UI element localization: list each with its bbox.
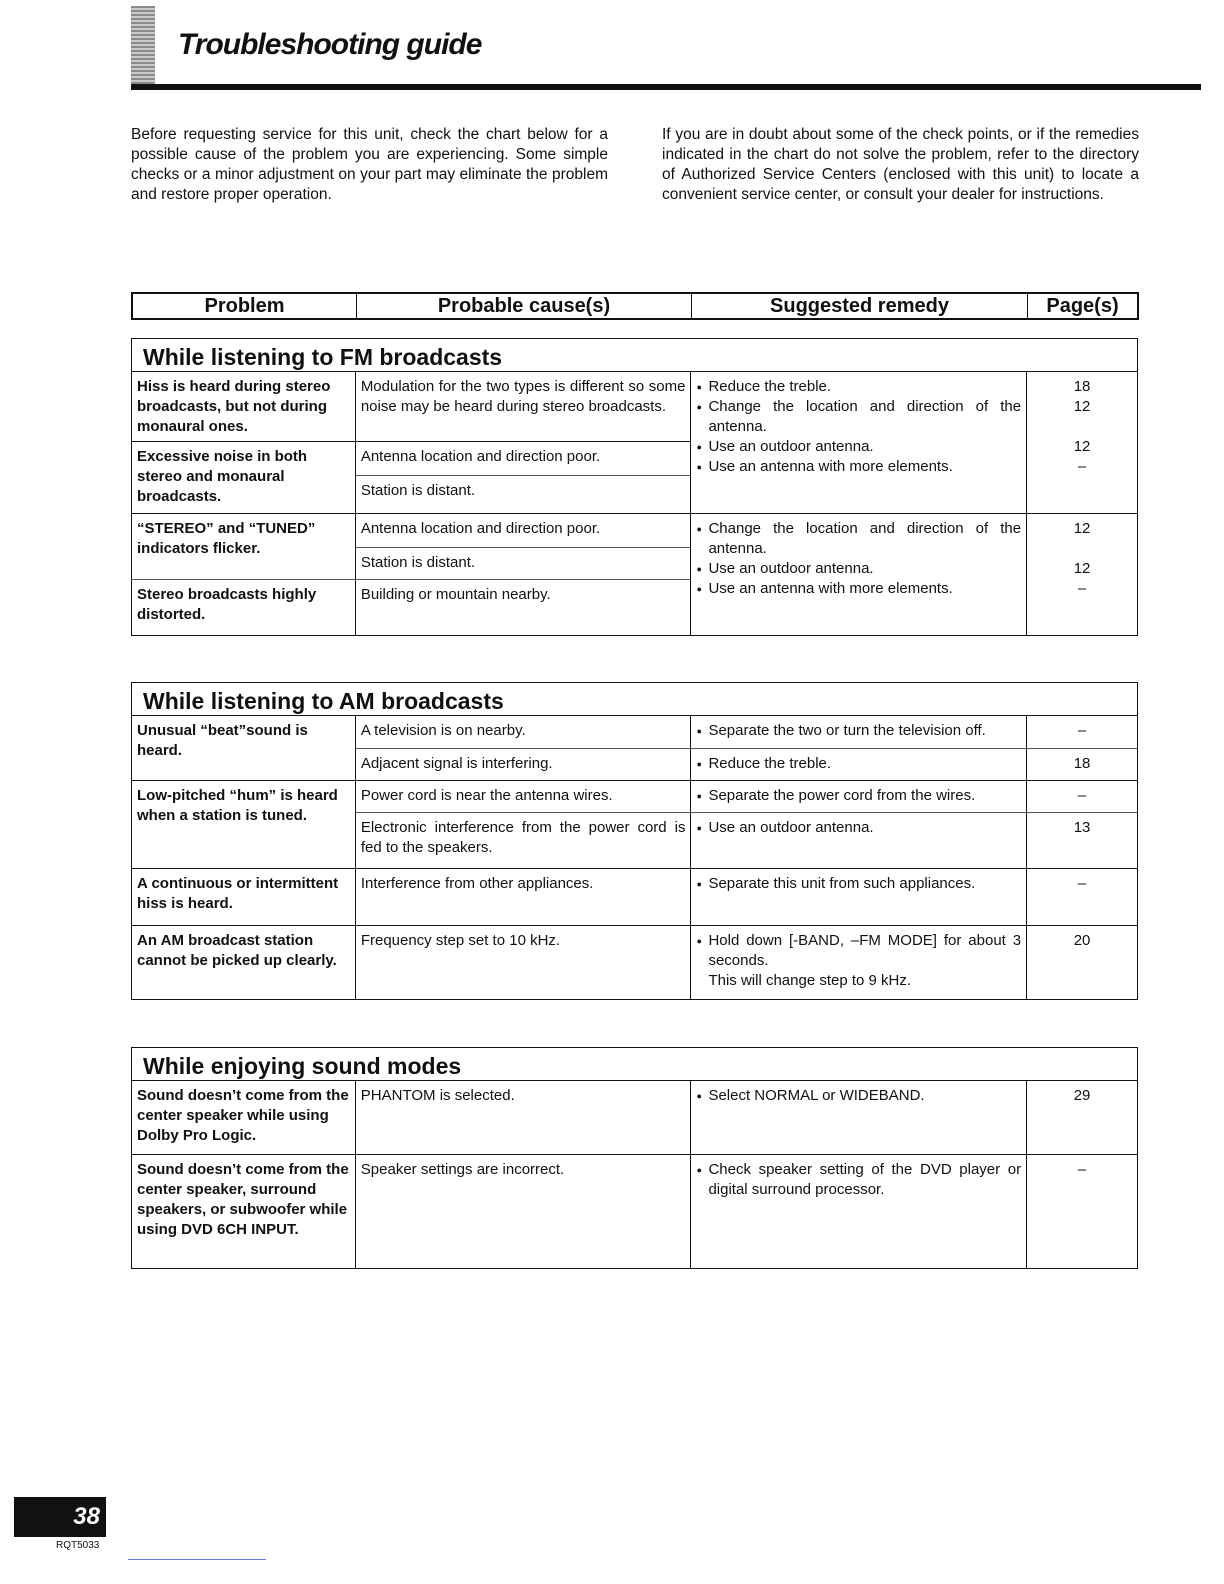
header-pages: Page(s) [1027, 294, 1137, 318]
am-cause-5: Interference from other appliances. [355, 869, 691, 926]
sound-remedy-2: ● Check speaker setting of the DVD player or digital surround processor. [696, 1160, 1021, 1200]
fm-page-4: – [1077, 458, 1087, 475]
fm-cause-1: Modulation for the two types is different so some noise may be heard during stereo broadcasts. [355, 372, 691, 442]
fm-cause-6: Building or mountain nearby. [355, 580, 691, 636]
intro-left: Before requesting service for this unit, check the chart below for a possible cause of the problem you are experiencing. Some simple checks or a minor adjustment on your part may eliminate the problem and restore proper operation. [131, 126, 608, 203]
page-title: Troubleshooting guide [178, 28, 482, 61]
fm-section-title: While listening to FM broadcasts [132, 339, 1138, 372]
fm-problem-1: Hiss is heard during stereo broadcasts, but not during monaural ones. [132, 372, 356, 442]
fm-page-3: 12 [1073, 438, 1091, 455]
fm-remedy-4: ● Use an antenna with more elements. [696, 457, 1021, 477]
intro-right: If you are in doubt about some of the check points, or if the remedies indicated in the chart do not solve the problem, refer to the directory of Authorized Service Centers (enclosed with this unit) to locate a convenient service center, or consult your dealer for instructions. [662, 126, 1139, 203]
fm-cause-5: Station is distant. [355, 548, 691, 580]
am-cause-6: Frequency step set to 10 kHz. [355, 926, 691, 1000]
title-rule [131, 84, 1201, 90]
am-cause-2: Adjacent signal is interfering. [355, 749, 691, 781]
am-remedy-2: ● Reduce the treble. [696, 754, 1021, 774]
am-page-5: – [1027, 869, 1138, 926]
fm-page-7: – [1077, 580, 1087, 597]
am-problem-3: A continuous or intermittent hiss is heard. [132, 869, 356, 926]
am-page-3: – [1027, 781, 1138, 813]
am-remedy-6: ● Hold down [-BAND, –FM MODE] for about 3 seconds. [696, 931, 1021, 971]
am-cause-3: Power cord is near the antenna wires. [355, 781, 691, 813]
fm-remedy-7: ● Use an antenna with more elements. [696, 579, 1021, 599]
fm-remedy-6: ● Use an outdoor antenna. [696, 559, 1021, 579]
am-problem-2: Low-pitched “hum” is heard when a station is tuned. [132, 781, 356, 869]
header-problem: Problem [204, 295, 285, 317]
am-problem-4: An AM broadcast station cannot be picked up clearly. [132, 926, 356, 1000]
am-remedy-1: ● Separate the two or turn the television off. [696, 721, 1021, 741]
table-header [131, 292, 1139, 320]
sound-section [131, 1047, 1138, 1269]
footer-rule [128, 1559, 266, 1560]
fm-problem-2: Excessive noise in both stereo and monaural broadcasts. [132, 442, 356, 514]
fm-page-2: 12 [1073, 398, 1091, 415]
fm-page-6: 12 [1073, 560, 1091, 577]
sound-cause-1: PHANTOM is selected. [355, 1081, 691, 1155]
header-remedy: Suggested remedy [691, 294, 1027, 318]
am-page-2: 18 [1027, 749, 1138, 781]
am-remedy-3: ● Separate the power cord from the wires. [696, 786, 1021, 806]
fm-remedy-3: ● Use an outdoor antenna. [696, 437, 1021, 457]
sound-page-2: – [1027, 1155, 1138, 1269]
fm-remedy-5: ● Change the location and direction of the antenna. [696, 519, 1021, 559]
fm-page-5: 12 [1073, 520, 1091, 537]
fm-cause-4: Antenna location and direction poor. [355, 514, 691, 548]
fm-cause-3: Station is distant. [355, 476, 691, 514]
title-marker [131, 6, 155, 88]
sound-problem-2: Sound doesn’t come from the center speaker, surround speakers, or subwoofer while using DVD 6CH INPUT. [132, 1155, 356, 1269]
fm-remedy-1: ● Reduce the treble. [696, 377, 1021, 397]
am-section-title: While listening to AM broadcasts [132, 683, 1138, 716]
am-remedy-4: ● Use an outdoor antenna. [696, 818, 1021, 838]
header-cause: Probable cause(s) [356, 294, 691, 318]
am-cause-4: Electronic interference from the power cord is fed to the speakers. [355, 813, 691, 869]
am-problem-1: Unusual “beat”sound is heard. [132, 716, 356, 781]
fm-remedy-2: ● Change the location and direction of the antenna. [696, 397, 1021, 437]
am-page-4: 13 [1027, 813, 1138, 869]
fm-problem-4: Stereo broadcasts highly distorted. [132, 580, 356, 636]
am-page-6: 20 [1027, 926, 1138, 1000]
am-remedy-6-note: This will change step to 9 kHz. [708, 972, 912, 989]
am-remedy-5: ● Separate this unit from such appliances. [696, 874, 1021, 894]
fm-problem-3: “STEREO” and “TUNED” indicators flicker. [132, 514, 356, 580]
am-section [131, 682, 1138, 1000]
document-code: RQT5033 [56, 1540, 100, 1551]
sound-remedy-1: ● Select NORMAL or WIDEBAND. [696, 1086, 1021, 1106]
fm-cause-2: Antenna location and direction poor. [355, 442, 691, 476]
fm-page-1: 18 [1073, 378, 1091, 395]
am-cause-1: A television is on nearby. [355, 716, 691, 749]
sound-section-title: While enjoying sound modes [132, 1048, 1138, 1081]
am-page-1: – [1027, 716, 1138, 749]
sound-page-1: 29 [1027, 1081, 1138, 1155]
fm-section [131, 338, 1138, 636]
sound-problem-1: Sound doesn’t come from the center speaker while using Dolby Pro Logic. [132, 1081, 356, 1155]
sound-cause-2: Speaker settings are incorrect. [355, 1155, 691, 1269]
page-number: 38 [14, 1497, 106, 1537]
